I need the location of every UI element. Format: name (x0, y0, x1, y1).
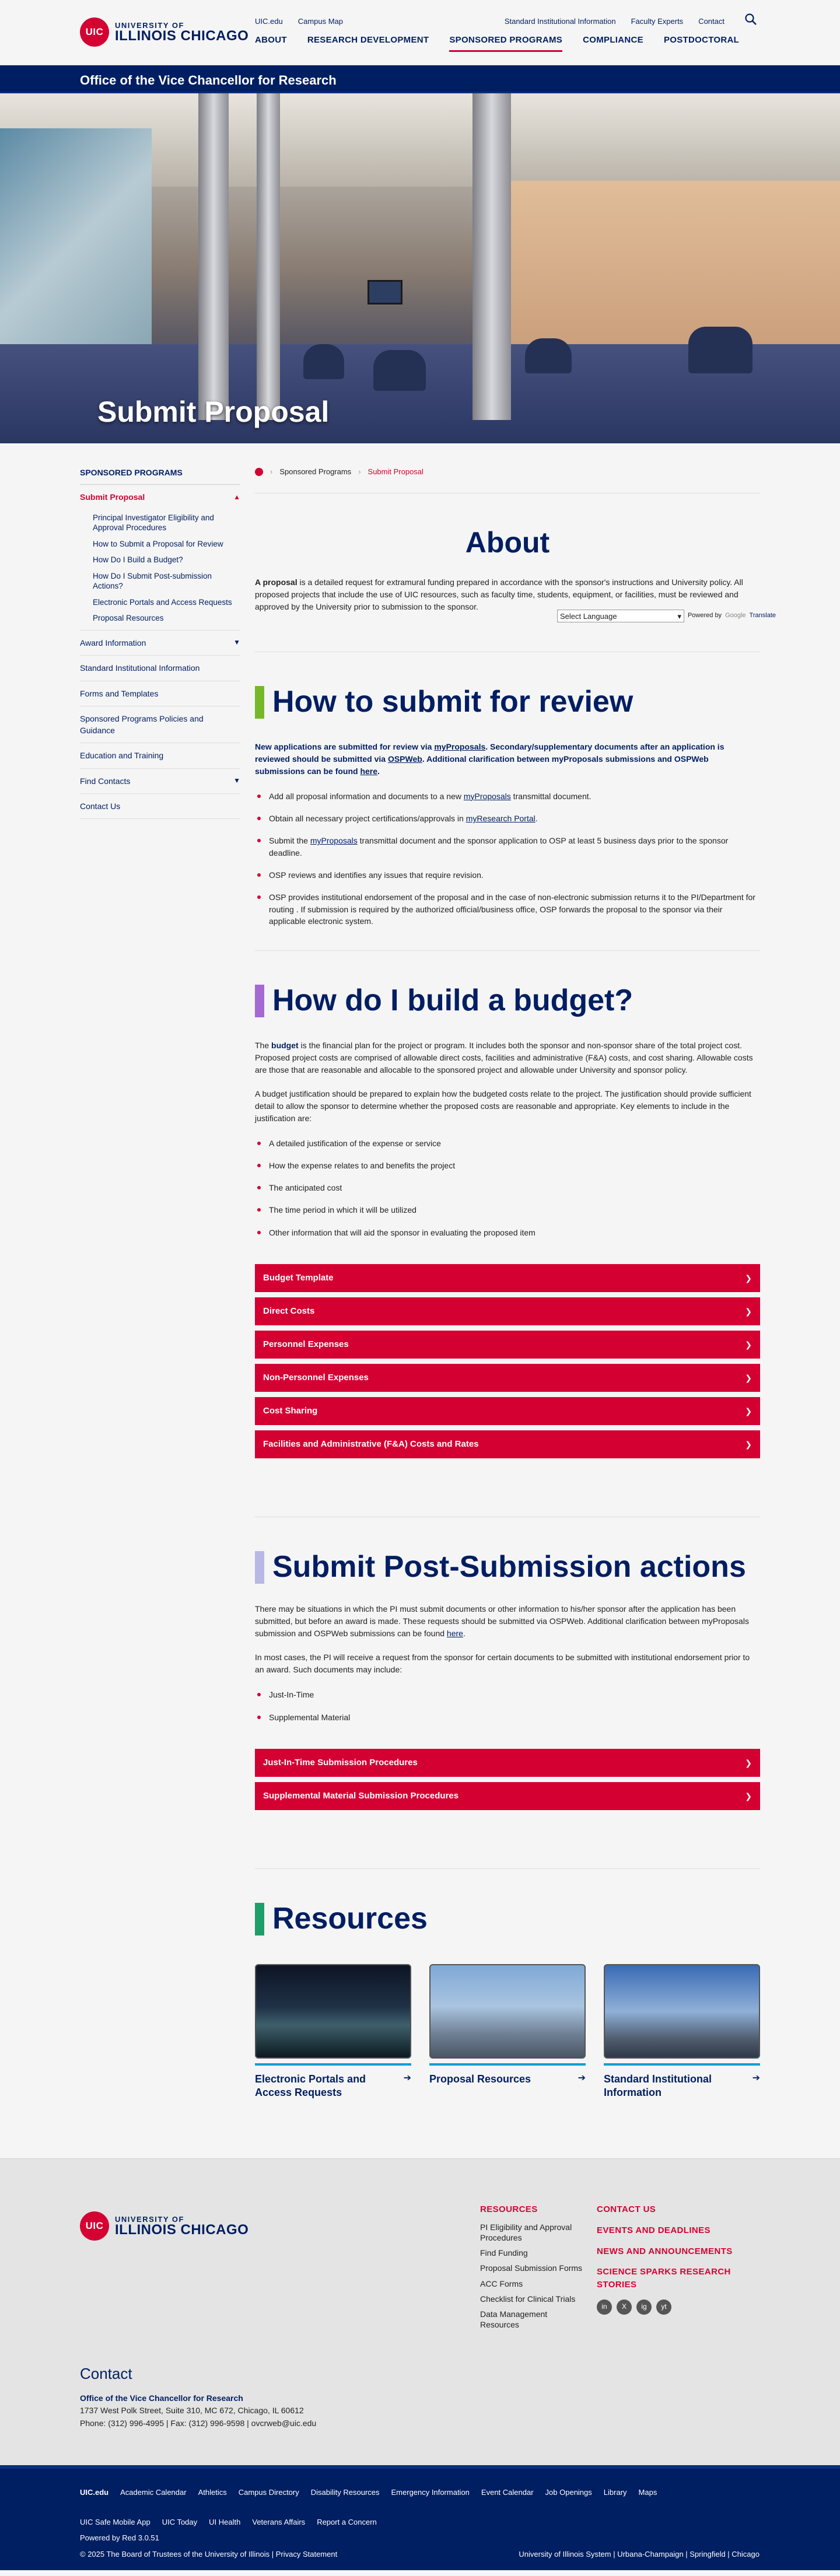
bottom-links (80, 2487, 722, 2528)
link-here[interactable]: here (446, 1629, 463, 1639)
bottom-link[interactable]: Job Openings (545, 2488, 592, 2497)
card-image-skyline (429, 1964, 586, 2059)
breadcrumb-item[interactable]: Sponsored Programs (279, 467, 352, 476)
list-item-text: Add all proposal information and documents to a new (269, 791, 464, 801)
office-title[interactable]: Office of the Vice Chancellor for Research (80, 73, 337, 88)
resource-card[interactable] (604, 1964, 760, 2099)
contact-org[interactable]: Office of the Vice Chancellor for Research (80, 2393, 243, 2403)
chevron-down-icon[interactable]: ▼ (233, 776, 240, 785)
card-title-text: Electronic Portals and Access Requests (255, 2073, 366, 2098)
post-p1 (255, 1603, 760, 1640)
hero-title: Submit Proposal (97, 396, 330, 428)
section-submit-review (255, 652, 760, 927)
sidebar-item-policies[interactable] (80, 706, 240, 744)
google-translate (557, 610, 776, 622)
contact-heading: Contact (80, 2365, 132, 2382)
about-heading: About (465, 526, 550, 559)
bottom-link[interactable]: UIC.edu (80, 2488, 109, 2497)
office-title-bar (0, 65, 840, 93)
list-item-text: Obtain all necessary project certifications/approvals in (269, 814, 466, 824)
sidebar-nav (80, 467, 240, 819)
section-post-submission (255, 1517, 760, 1810)
sidebar-item-forms[interactable] (80, 681, 240, 706)
sidebar-item-label: Contact Us (80, 802, 121, 811)
breadcrumb-current: Submit Proposal (368, 467, 424, 476)
sidebar-item-find-contacts[interactable] (80, 769, 240, 794)
sidebar-subitem[interactable]: Principal Investigator Eligibility and Approval Procedures (93, 513, 214, 533)
accordion-label: Just-In-Time Submission Procedures (263, 1758, 418, 1768)
link-ospweb[interactable]: OSPWeb (387, 754, 422, 764)
sidebar-subitem[interactable]: Electronic Portals and Access Requests (93, 597, 232, 607)
post-p1-text: There may be situations in which the PI must submit documents or other information to his/her sponsor after the application has been submitted, but before an award is made. These requests should be submitted via OSPWeb. Additional clarification between myProposals submission and OSPWeb submissions can be found (255, 1604, 749, 1639)
accordion-non-personnel-expenses[interactable] (255, 1364, 760, 1392)
sidebar-item-contact-us[interactable] (80, 794, 240, 819)
sidebar-subitem[interactable]: How Do I Build a Budget? (93, 555, 183, 565)
site-footer (0, 2158, 840, 2465)
list-item (255, 813, 760, 824)
budget-p1 (255, 1040, 760, 1076)
hero-chair (525, 338, 572, 373)
accent-bar (255, 1551, 264, 1584)
chevron-down-icon: ❯ (745, 1439, 752, 1449)
bottom-link[interactable]: Emergency Information (391, 2488, 470, 2497)
footer-heading[interactable]: SCIENCE SPARKS RESEARCH STORIES (597, 2267, 731, 2290)
list-item: The anticipated cost (255, 1182, 760, 1194)
utility-nav-left (255, 16, 343, 27)
card-title[interactable] (255, 2073, 411, 2099)
accordion-personnel-expenses[interactable] (255, 1331, 760, 1359)
x-icon[interactable]: X (617, 2300, 632, 2315)
util-link-contact[interactable]: Contact (698, 17, 724, 26)
breadcrumb-separator: › (270, 467, 273, 476)
search-icon[interactable] (744, 13, 760, 28)
list-item-text: transmittal document. (510, 791, 592, 801)
accordion-label: Supplemental Material Submission Procedures (263, 1791, 459, 1801)
card-title[interactable] (604, 2073, 760, 2099)
card-image-river (604, 1964, 760, 2059)
nav-about[interactable]: ABOUT (255, 35, 287, 45)
google-logo: Google (725, 612, 746, 620)
accordion-supplemental-material[interactable] (255, 1782, 760, 1810)
accent-bar (255, 686, 264, 719)
accordion-label: Facilities and Administrative (F&A) Costs and Rates (263, 1439, 479, 1450)
section-heading-text: How do I build a budget? (272, 984, 634, 1018)
home-icon[interactable] (255, 468, 263, 476)
section-heading (255, 1545, 760, 1589)
nav-compliance[interactable]: COMPLIANCE (583, 35, 643, 45)
footer-link[interactable]: Proposal Submission Forms (480, 2263, 583, 2273)
review-intro (255, 741, 760, 778)
accordion-label: Non-Personnel Expenses (263, 1373, 369, 1383)
post-p2: In most cases, the PI will receive a request from the sponsor for certain documents to be submitted with institutional endorsement prior to an award. Such documents may include: (255, 1653, 750, 1675)
chevron-down-icon: ❯ (745, 1373, 752, 1382)
card-title[interactable] (429, 2073, 586, 2086)
footer-link[interactable]: Find Funding (480, 2248, 528, 2258)
hero-wall (478, 181, 840, 368)
footer-link[interactable]: ACC Forms (480, 2278, 523, 2288)
chevron-down-icon: ❯ (745, 1339, 752, 1349)
hero-column (257, 93, 280, 420)
bottom-link[interactable]: Campus Directory (238, 2488, 299, 2497)
hero-image (0, 93, 840, 443)
sidebar-item-label: Find Contacts (80, 776, 131, 786)
link-myresearch-portal[interactable]: myResearch Portal (466, 814, 536, 824)
accent-bar (255, 985, 264, 1017)
bottom-link[interactable]: Veterans Affairs (252, 2517, 306, 2526)
resource-card[interactable] (255, 1964, 411, 2099)
budget-p2: A budget justification should be prepared to explain how the budgeted costs relate to the project. The justification should provide sufficient detail to allow the sponsor to determine whether the proposed costs are reasonable and appropriate. Key elements to include in the justification are: (255, 1088, 751, 1123)
list-item: How the expense relates to and benefits the project (255, 1160, 760, 1171)
card-divider (255, 2063, 411, 2066)
chevron-down-icon[interactable]: ▼ (233, 638, 240, 647)
section-heading (255, 680, 760, 724)
logo-line2: ILLINOIS CHICAGO (115, 27, 249, 44)
language-select-value: Select Language (559, 612, 617, 621)
translate-powered-label: Powered by (687, 612, 722, 620)
list-item-text: OSP provides institutional endorsement of the proposal and in the case of non-electronic submission returns it to the PI/Department for routing . If submission is required by the authorized official/business office, OSP forwards the proposal to the sponsor via their applicable electronic system. (269, 892, 755, 926)
footer-heading[interactable]: RESOURCES (480, 2204, 538, 2214)
sidebar-item-submit-proposal[interactable] (80, 485, 240, 509)
hero-chair (688, 327, 752, 373)
section-resources (255, 1868, 760, 2099)
sidebar-subitem[interactable]: How Do I Submit Post-submission Actions? (93, 571, 212, 591)
post-accordions (255, 1749, 760, 1810)
contact-phone: Phone: (312) 996-4995 | Fax: (312) 996-9598 | ovcrweb@uic.edu (80, 2418, 317, 2428)
nav-postdoctoral[interactable]: POSTDOCTORAL (663, 35, 740, 45)
bottom-link[interactable]: Academic Calendar (120, 2488, 187, 2497)
link-myproposals[interactable]: myProposals (463, 791, 511, 801)
instagram-icon[interactable]: ig (636, 2300, 652, 2315)
list-item (255, 790, 760, 802)
footer-link[interactable]: Data Management Resources (480, 2309, 548, 2330)
footer-link[interactable]: Checklist for Clinical Trials (480, 2294, 576, 2304)
linkedin-icon[interactable]: in (597, 2300, 612, 2315)
translate-link[interactable]: Translate (749, 612, 776, 620)
chevron-down-icon: ❯ (745, 1273, 752, 1283)
arrow-right-icon: ➔ (403, 2073, 411, 2084)
bottom-link[interactable]: Report a Concern (317, 2517, 377, 2526)
accordion-label: Direct Costs (263, 1306, 315, 1317)
footer-resources (480, 2203, 585, 2334)
footer-heading[interactable]: NEWS AND ANNOUNCEMENTS (597, 2246, 733, 2256)
review-intro-text: New applications are submitted for review via (255, 741, 435, 751)
content-area (0, 443, 840, 2158)
bottom-link[interactable]: Athletics (198, 2488, 227, 2497)
logo-line1: UNIVERSITY OF (115, 2214, 184, 2224)
chevron-down-icon: ❯ (745, 1758, 752, 1768)
accordion-label: Budget Template (263, 1273, 334, 1283)
bottom-bar (0, 2465, 840, 2570)
chevron-down-icon: ▾ (677, 612, 681, 621)
list-item: Just-In-Time (255, 1689, 760, 1700)
uic-logo[interactable] (80, 18, 249, 47)
bottom-link[interactable]: Event Calendar (481, 2488, 534, 2497)
sidebar-item-label: Submit Proposal (80, 492, 145, 502)
arrow-right-icon: ➔ (578, 2073, 586, 2084)
budget-p1-bold: budget (271, 1040, 299, 1050)
budget-p1-text: The (255, 1040, 272, 1050)
section-heading (255, 979, 760, 1023)
card-image-city-night (255, 1964, 411, 2059)
review-intro-text: . Additional clarification between myProposals submissions and OSPWeb submissions can be found (255, 754, 709, 776)
copyright[interactable]: © 2025 The Board of Trustees of the University of Illinois | Privacy Statement (80, 2550, 338, 2558)
accordion-just-in-time[interactable] (255, 1749, 760, 1777)
list-item-text: . (535, 814, 538, 824)
sidebar-item-label: Standard Institutional Information (80, 663, 200, 673)
sidebar-subitem[interactable]: Proposal Resources (93, 614, 164, 623)
section-budget (255, 950, 760, 1458)
card-title-text: Proposal Resources (429, 2073, 531, 2085)
sidebar-item-label: Sponsored Programs Policies and Guidance (80, 713, 204, 736)
section-heading-text: Resources (272, 1901, 428, 1936)
hero-chair (303, 344, 344, 379)
language-select[interactable] (557, 610, 684, 622)
list-item: The time period in which it will be utilized (255, 1204, 760, 1216)
about-text-body: is a detailed request for extramural funding prepared in accordance with the sponsor's instructions and University policy. All proposed projects that include the use of UIC resources, such as faculty time, students, equipment, or facilities, must be reviewed and approved by the University prior to submission to the sponsor. (255, 578, 743, 612)
footer-contact-col (597, 2203, 748, 2315)
bottom-link[interactable]: Library (603, 2488, 627, 2497)
list-item (255, 891, 760, 927)
accordion-label: Cost Sharing (263, 1406, 318, 1416)
list-item (255, 835, 760, 859)
uic-wordmark (115, 2216, 249, 2237)
sidebar-item-label: Award Information (80, 638, 146, 648)
contact-address: 1737 West Polk Street, Suite 310, MC 672, Chicago, IL 60612 (80, 2405, 304, 2415)
link-myproposals[interactable]: myProposals (434, 741, 486, 751)
site-header (0, 0, 840, 65)
util-link-faculty-experts[interactable]: Faculty Experts (631, 17, 684, 26)
resource-card[interactable] (429, 1964, 586, 2099)
powered-by: Powered by Red 3.0.51 (80, 2533, 159, 2542)
about-text-bold: A proposal (255, 578, 298, 587)
accent-bar (255, 1903, 264, 1936)
sidebar-item-label: Education and Training (80, 751, 164, 761)
sidebar-item-award-information[interactable] (80, 631, 240, 656)
sidebar-item-label: Forms and Templates (80, 688, 159, 698)
sidebar-item-standard-info[interactable] (80, 656, 240, 681)
bottom-link[interactable]: Disability Resources (310, 2488, 380, 2497)
list-item: A detailed justification of the expense or service (255, 1138, 760, 1149)
budget-accordions (255, 1264, 760, 1458)
accordion-cost-sharing[interactable] (255, 1397, 760, 1425)
social-links (597, 2300, 748, 2315)
breadcrumb-separator: › (358, 467, 361, 476)
section-heading-text: Submit Post-Submission actions (272, 1549, 746, 1584)
footer-contact (80, 2363, 316, 2430)
main-nav (255, 34, 739, 52)
section-heading-text: How to submit for review (272, 685, 634, 719)
bottom-link[interactable]: UIC Today (162, 2517, 198, 2526)
chevron-down-icon: ❯ (745, 1306, 752, 1316)
uic-logo-mark: UIC (80, 2211, 109, 2241)
chevron-up-icon[interactable]: ▲ (233, 492, 240, 501)
util-link-campus-map[interactable]: Campus Map (298, 17, 344, 26)
hero-column (198, 93, 229, 420)
uic-logo-mark: UIC (80, 18, 109, 47)
util-link-standard-info[interactable]: Standard Institutional Information (504, 17, 616, 26)
resource-cards (255, 1964, 760, 2099)
sidebar-item-education[interactable] (80, 743, 240, 768)
review-intro-text: . (377, 766, 380, 776)
chevron-down-icon: ❯ (745, 1791, 752, 1801)
accordion-fa-costs[interactable] (255, 1430, 760, 1458)
system-links[interactable]: University of Illinois System | Urbana-Champaign | Springfield | Chicago (519, 2550, 760, 2558)
hero-chair (373, 350, 426, 391)
main-content (255, 467, 776, 2099)
footer-heading[interactable]: EVENTS AND DEADLINES (597, 2225, 710, 2235)
nav-research-development[interactable]: RESEARCH DEVELOPMENT (307, 35, 429, 45)
list-item: Supplemental Material (255, 1712, 760, 1723)
sidebar-subnav (80, 510, 240, 631)
bottom-link[interactable]: Maps (638, 2488, 657, 2497)
chevron-down-icon: ❯ (745, 1406, 752, 1416)
card-divider (604, 2063, 760, 2066)
list-item-text: Submit the (269, 836, 310, 846)
youtube-icon[interactable]: yt (656, 2300, 671, 2315)
post-p1-text: . (463, 1629, 466, 1639)
arrow-right-icon: ➔ (752, 2073, 760, 2084)
list-item-text: OSP reviews and identifies any issues that require revision. (269, 870, 484, 880)
link-here[interactable]: here (360, 766, 378, 776)
review-intro-text: . Secondary/supplementary documents after an application is reviewed should be submitted via (255, 741, 724, 764)
budget-p1-text: is the financial plan for the project or program. It includes both the sponsor and non-sponsor share of the total project cost. Proposed project costs are comprised of allowable direct costs, facilities and administrative (F&A) costs, and cost sharing. Allowable costs are those that are reasonable and allocable to the sponsored project and allowable under University and sponsor policy. (255, 1040, 753, 1074)
logo-line1: UNIVERSITY OF (115, 20, 184, 30)
bottom-link[interactable]: UIC Safe Mobile App (80, 2517, 150, 2526)
breadcrumb (255, 467, 760, 494)
footer-link[interactable]: PI Eligibility and Approval Procedures (480, 2222, 572, 2242)
utility-nav-right (505, 16, 724, 27)
hero-column (473, 93, 511, 420)
hero-screen (368, 280, 402, 304)
budget-elements (255, 1138, 760, 1238)
footer-heading[interactable]: CONTACT US (597, 2204, 656, 2214)
util-link-uic-edu[interactable]: UIC.edu (255, 17, 283, 26)
footer-logo[interactable] (80, 2211, 249, 2241)
accordion-budget-template[interactable] (255, 1264, 760, 1292)
bottom-link[interactable]: UI Health (209, 2517, 241, 2526)
list-item-text: transmittal document and the sponsor application to OSP at least 5 business days prior to the sponsor deadline. (269, 836, 729, 858)
list-item: Other information that will aid the sponsor in evaluating the proposed item (255, 1227, 760, 1238)
uic-wordmark (115, 22, 249, 43)
link-myproposals[interactable]: myProposals (310, 836, 358, 846)
list-item (255, 869, 760, 881)
sidebar-heading[interactable]: SPONSORED PROGRAMS (80, 467, 240, 485)
about-text (255, 576, 760, 613)
accordion-label: Personnel Expenses (263, 1339, 349, 1350)
nav-sponsored-programs[interactable]: SPONSORED PROGRAMS (449, 34, 562, 52)
sidebar-subitem[interactable]: How to Submit a Proposal for Review (93, 539, 223, 548)
accordion-direct-costs[interactable] (255, 1297, 760, 1325)
card-title-text: Standard Institutional Information (604, 2073, 712, 2098)
review-steps (255, 790, 760, 927)
post-documents (255, 1689, 760, 1723)
card-divider (429, 2063, 586, 2066)
section-heading (255, 1897, 760, 1941)
logo-line2: ILLINOIS CHICAGO (115, 2221, 249, 2238)
